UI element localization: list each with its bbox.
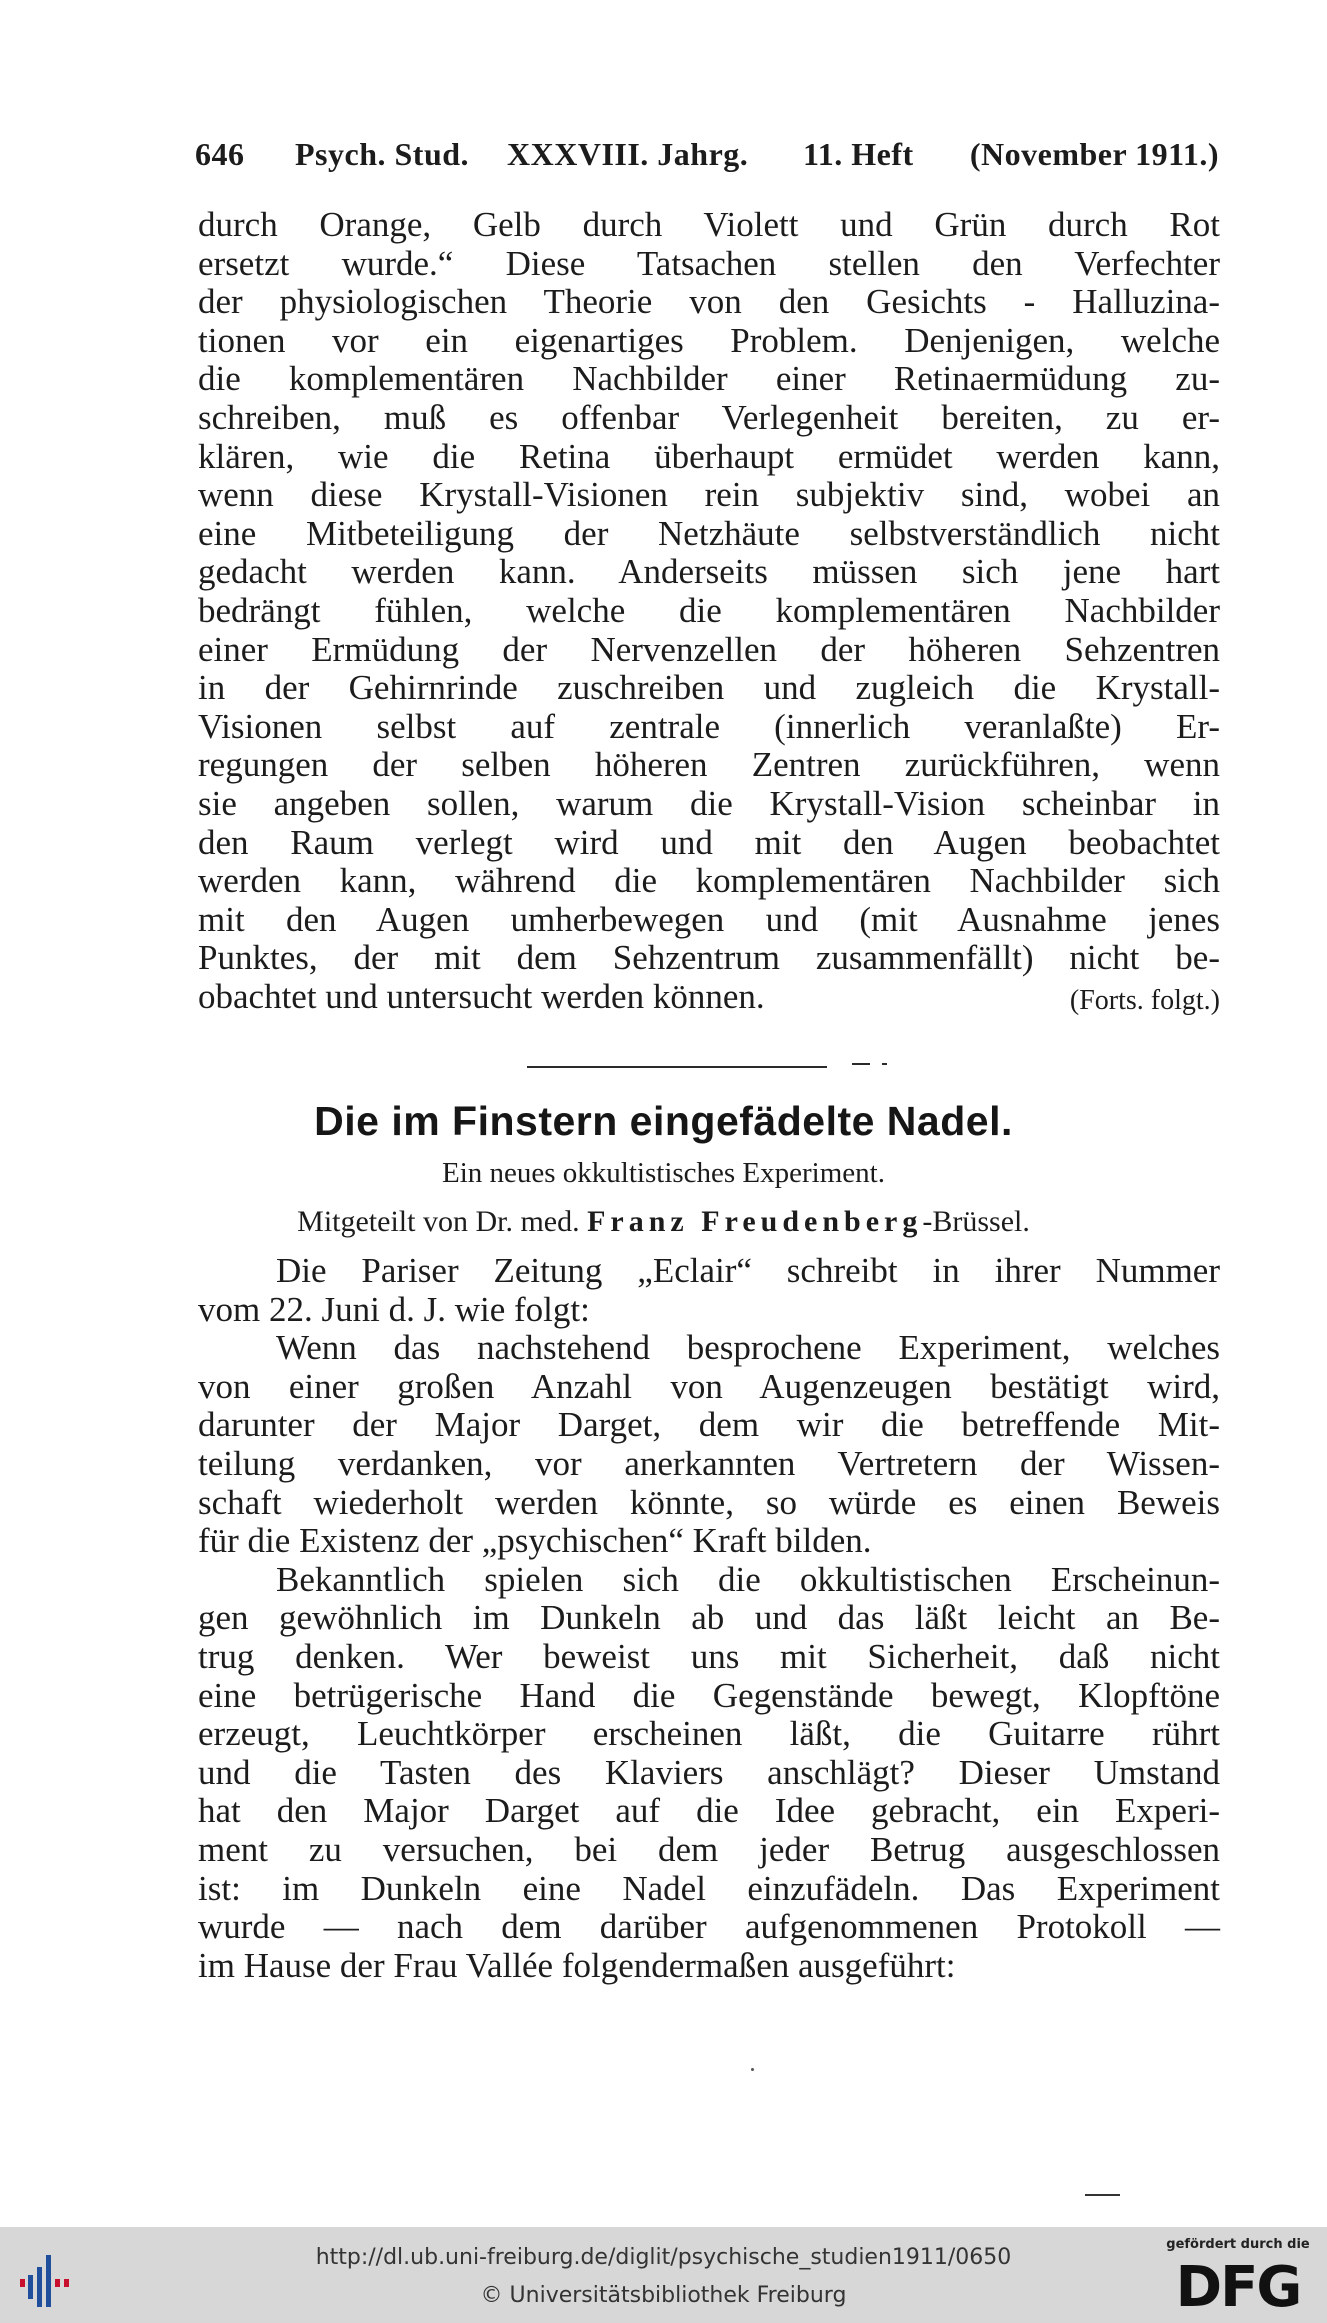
issue-label: 11. Heft xyxy=(803,136,914,172)
text-line: schaft wiederholt werden könnte, so würde es einen Beweis xyxy=(198,1482,1220,1522)
text-line: Wenn das nachstehend besprochene Experiment, welches xyxy=(276,1328,1220,1368)
text-line: einer Ermüdung der Nervenzellen der höheren Sehzentren xyxy=(198,629,1220,669)
text-line: wurde — nach dem darüber aufgenommenen Protokoll — xyxy=(198,1907,1220,1947)
article-body xyxy=(198,1252,1220,1985)
text-line: mit den Augen umherbewegen und (mit Ausnahme jenes xyxy=(198,899,1220,939)
text-line: Punktes, der mit dem Sehzentrum zusammenfällt) nicht be- xyxy=(198,938,1220,978)
text-line: werden kann, während die komplementären Nachbilder sich xyxy=(198,861,1220,901)
print-speck xyxy=(751,2068,754,2071)
copyright-notice: © Universitätsbibliothek Freiburg xyxy=(480,2283,847,2308)
text-line: eine betrügerische Hand die Gegenstände bewegt, Klopftöne xyxy=(198,1675,1220,1715)
print-mark xyxy=(1085,2194,1120,2196)
text-line: darunter der Major Darget, dem wir die betreffende Mit- xyxy=(198,1405,1220,1445)
text-line: tionen vor ein eigenartiges Problem. Denjenigen, welche xyxy=(198,320,1220,360)
section-divider xyxy=(527,1066,827,1068)
text-line: obachtet und untersucht werden können. xyxy=(198,976,765,1016)
text-line: für die Existenz der „psychischen“ Kraft bilden. xyxy=(198,1521,872,1561)
viewer-footer xyxy=(0,2227,1327,2323)
text-line: gedacht werden kann. Anderseits müssen sich jene hart xyxy=(198,552,1220,592)
text-line: hat den Major Darget auf die Idee gebracht, ein Experi- xyxy=(198,1791,1220,1831)
text-line: gen gewöhnlich im Dunkeln ab und das läßt leicht an Be- xyxy=(198,1598,1220,1638)
text-line: teilung verdanken, vor anerkannten Vertretern der Wissen- xyxy=(198,1443,1220,1483)
text-line: ist: im Dunkeln eine Nadel einzufädeln. Das Experiment xyxy=(198,1868,1220,1908)
divider-ornament xyxy=(882,1063,887,1065)
author-name: Franz Freudenberg xyxy=(587,1205,923,1238)
running-head xyxy=(195,136,1219,180)
divider-ornament xyxy=(852,1063,870,1065)
text-line: klären, wie die Retina überhaupt ermüdet werden kann, xyxy=(198,436,1220,476)
text-line: Bekanntlich spielen sich die okkultistischen Erscheinun- xyxy=(276,1559,1220,1599)
text-line: wenn diese Krystall-Visionen rein subjektiv sind, wobei an xyxy=(198,475,1220,515)
text-line: in der Gehirnrinde zuschreiben und zugleich die Krystall- xyxy=(198,668,1220,708)
text-line: von einer großen Anzahl von Augenzeugen bestätigt wird, xyxy=(198,1366,1220,1406)
text-line: eine Mitbeteiligung der Netzhäute selbstverständlich nicht xyxy=(198,513,1220,553)
previous-article-text xyxy=(198,206,1220,1016)
volume-label: XXXVIII. Jahrg. xyxy=(507,136,749,172)
permalink-url[interactable]: http://dl.ub.uni-freiburg.de/diglit/psychische_studien1911/0650 xyxy=(315,2245,1012,2270)
text-line: trug denken. Wer beweist uns mit Sicherheit, daß nicht xyxy=(198,1636,1220,1676)
article-subtitle: Ein neues okkultistisches Experiment. xyxy=(442,1157,885,1189)
dfg-logo-icon: DFG xyxy=(1175,2255,1301,2320)
text-line: vom 22. Juni d. J. wie folgt: xyxy=(198,1289,590,1329)
text-line: bedrängt fühlen, welche die komplementären Nachbilder xyxy=(198,590,1220,630)
text-line: erzeugt, Leuchtkörper erscheinen läßt, die Guitarre rührt xyxy=(198,1714,1220,1754)
text-line: die komplementären Nachbilder einer Retinaermüdung zu- xyxy=(198,359,1220,399)
author-suffix: -Brüssel. xyxy=(922,1205,1030,1238)
text-line: Visionen selbst auf zentrale (innerlich veranlaßte) Er- xyxy=(198,706,1220,746)
text-line: und die Tasten des Klaviers anschlägt? Dieser Umstand xyxy=(198,1752,1220,1792)
text-line: schreiben, muß es offenbar Verlegenheit bereiten, zu er- xyxy=(198,397,1220,437)
text-line: ment zu versuchen, bei dem jeder Betrug ausgeschlossen xyxy=(198,1829,1220,1869)
text-line: sie angeben sollen, warum die Krystall-Vision scheinbar in xyxy=(198,783,1220,823)
dfg-sponsor-logo xyxy=(1165,2237,1311,2320)
journal-title: Psych. Stud. xyxy=(295,136,470,172)
article-title: Die im Finstern eingefädelte Nadel. xyxy=(314,1098,1013,1144)
author-prefix: Mitgeteilt von Dr. med. xyxy=(297,1205,580,1238)
text-line: regungen der selben höheren Zentren zurückführen, wenn xyxy=(198,745,1220,785)
text-line: durch Orange, Gelb durch Violett und Grün durch Rot xyxy=(198,205,1220,244)
text-line: Die Pariser Zeitung „Eclair“ schreibt in ihrer Nummer xyxy=(276,1251,1220,1290)
text-line: der physiologischen Theorie von den Gesichts - Halluzina- xyxy=(198,282,1220,322)
text-line: den Raum verlegt wird und mit den Augen beobachtet xyxy=(198,822,1220,862)
text-line: im Hause der Frau Vallée folgendermaßen ausgeführt: xyxy=(198,1945,956,1985)
text-line-last xyxy=(198,978,1220,1017)
text-line: ersetzt wurde.“ Diese Tatsachen stellen den Verfechter xyxy=(198,243,1220,283)
sponsor-caption: gefördert durch die xyxy=(1166,2237,1310,2252)
article-author-line xyxy=(0,1205,1327,1239)
continued-note: (Forts. folgt.) xyxy=(1069,984,1220,1016)
issue-date: (November 1911.) xyxy=(969,136,1219,172)
page-number: 646 xyxy=(195,136,245,172)
